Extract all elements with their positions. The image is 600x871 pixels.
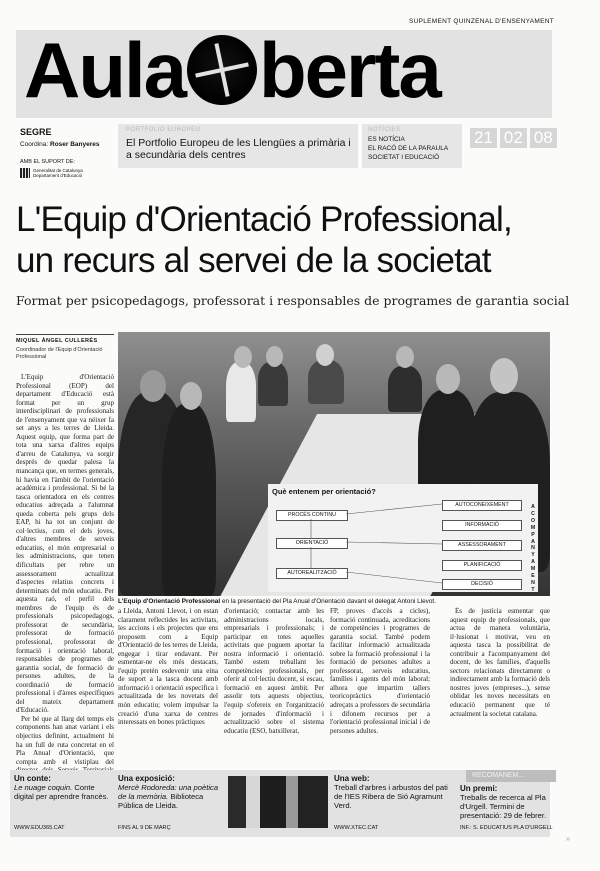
- logo-text-right: berta: [259, 26, 440, 114]
- recommendations-footer: [10, 770, 553, 837]
- recommendation-body: Treballs de recerca al Pla d'Urgell. Termini de presentació: 29 de febrer.: [460, 793, 547, 820]
- caption-text: en la presentació del Pla Anual d'Orientació davant el delegat Antoni Llevot.: [220, 598, 436, 605]
- news-item: ES NOTÍCIA: [368, 136, 405, 143]
- issue-date: [470, 128, 557, 148]
- article-column-1: [16, 373, 114, 773]
- masthead-logo: [24, 28, 440, 112]
- caption-bold: L'Equip d'Orientació Professional: [118, 598, 221, 605]
- support-org-line1: Generalitat de Catalunya: [33, 168, 83, 173]
- supplement-label: SUPLEMENT QUINZENAL D'ENSENYAMENT: [408, 18, 554, 25]
- coordination-label: Coordina:: [20, 141, 49, 148]
- news-box: [362, 124, 462, 168]
- recommendation-source: INF.: S. EDUCATIUS PLA D'URGELL: [460, 825, 553, 831]
- diagram-arrows: [268, 484, 538, 592]
- coordination-line: [20, 141, 100, 148]
- portfolio-box: [118, 124, 358, 168]
- generalitat-logo-icon: [20, 168, 30, 178]
- diagram-box: AUTOREALITZACIÓ: [276, 568, 348, 579]
- recommendation-title: Un conte:: [14, 774, 51, 783]
- page-mark: »: [566, 836, 570, 843]
- coordination-name: Roser Banyeres: [50, 141, 100, 148]
- diagram-box: DECISIÓ: [442, 579, 522, 590]
- diagram-box: INFORMACIÓ: [442, 520, 522, 531]
- recommendation-title: Una exposició:: [118, 774, 175, 783]
- diagram-box: PLANIFICACIÓ: [442, 560, 522, 571]
- article-title: [16, 199, 512, 281]
- recommendation-body: Biblioteca Pública de Lleida.: [118, 792, 204, 810]
- article-column-3: [224, 607, 324, 773]
- date-day: 21: [470, 128, 497, 148]
- recommendation-item: [334, 774, 454, 832]
- title-line-1: L'Equip d'Orientació Professional,: [16, 200, 512, 239]
- diagram-side-word: A C O M P A N Y A M E N T: [530, 504, 536, 593]
- recommendation-item: [118, 774, 224, 832]
- ball-icon: [187, 35, 257, 105]
- recommendation-lead: Mercè Rodoreda: una poètica de la memòria.: [118, 783, 219, 801]
- recommendation-body: Conte digital per aprendre francès.: [14, 783, 109, 801]
- paragraph: d'orientació; contactar amb les administracions locals, empresarials i professionals; i participar en totes aquelles activitats que puguem aportar la nostra informació i orientació. També estem treballant les competències professionals, per oferir al col·lectiu docent, si escau, formació en aquest àmbit. Per assolir tots aquests objectius, l'equip s'ofereix en l'organització de jornades d'informació i actualització sobre el sistema educatiu (ESO, batxillerat,: [224, 607, 324, 735]
- paragraph: És de justícia esmentar que aquest equip de professionals, que actua de manera voluntària, il·lusionat i motivat, veu en aquesta tasca la possibilitat de contribuir a l'acompanyament del docent, de les famílies, d'aquells sectors relacionats directament o indirectament amb la formació dels nostres joves (empreses...), sense oblidar les noves necessitats en educació permanent que té actualment la societat catalana.: [450, 607, 550, 718]
- portfolio-label: PORTFOLIO EUROPEU: [126, 127, 201, 133]
- recommendation-item: [14, 774, 112, 832]
- logo-text-left: Aula: [24, 26, 186, 114]
- diagram-box: PROCÉS CONTINU: [276, 510, 348, 521]
- diagram-box: ORIENTACIÓ: [276, 538, 348, 549]
- news-label: NOTÍCIES: [368, 127, 401, 133]
- brand-name: SEGRE: [20, 127, 52, 137]
- photo-caption: [118, 598, 550, 605]
- article-column-5: [450, 607, 550, 773]
- diagram-box: AUTOCONEIXEMENT: [442, 500, 522, 511]
- support-org: [20, 168, 83, 178]
- recommendation-lead: Le nuage coquin.: [14, 783, 73, 792]
- recommendation-source[interactable]: WWW.EDU365.CAT: [14, 825, 65, 831]
- diagram-box: ASSESSORAMENT: [442, 540, 522, 551]
- date-month: 02: [500, 128, 527, 148]
- article-column-2: [118, 607, 218, 773]
- author-role: Coordinador de l'Equip d'Orientació Professional: [16, 347, 103, 360]
- support-label: AMB EL SUPORT DE:: [20, 159, 75, 165]
- recommendation-source[interactable]: WWW.XTEC.CAT: [334, 825, 379, 831]
- support-org-line2: Departament d'Educació: [33, 173, 83, 178]
- paragraph: Per bé que al llarg del temps els components han anat variant i els objectius definint, actualment hi ha un full de ruta concretat en el Pla Anual d'Orientació, que compta amb el vistiplau del: [16, 714, 114, 766]
- author-name: MIQUEL ÀNGEL CULLERÉS: [16, 338, 98, 344]
- orientation-diagram: [268, 484, 538, 592]
- article-subtitle: Format per psicopedagogs, professorat i responsables de programes de garantia social: [16, 293, 570, 308]
- exhibition-photo: [228, 776, 328, 828]
- news-item: SOCIETAT I EDUCACIÓ: [368, 154, 440, 161]
- recommendation-body: Treball d'arbres i arbustos del pati de l'IES Ribera de Sió Agramunt Verd.: [334, 783, 448, 810]
- date-year: 08: [530, 128, 557, 148]
- author-block: [16, 334, 114, 361]
- recommendation-title: Un premi:: [460, 784, 498, 793]
- diagram-title: Què entenem per orientació?: [272, 487, 376, 496]
- recommendation-item: [460, 784, 553, 832]
- recommendations-band: RECOMANEM...: [466, 770, 556, 782]
- paragraph: FP, proves d'accés a cicles), formació continuada, acreditacions de competències i programes de garantia social. També podem facilitar informació actualitzada sobre la formació professional i la formació de persones adultes a professorat, serveis educatius, famílies i agents del món laboral; alhora que impartim tallers teoricopràctics d'orientació adreçats a professors de secundària i difonem recursos per a l'orientació professional inicial i de persones adultes.: [330, 607, 430, 735]
- title-line-2: un recurs al servei de la societat: [16, 241, 491, 280]
- news-item: EL RACÓ DE LA PARAULA: [368, 145, 449, 152]
- recommendation-source: FINS AL 9 DE MARÇ: [118, 825, 171, 831]
- article-column-4: [330, 607, 430, 773]
- recommendation-title: Una web:: [334, 774, 370, 783]
- paragraph: a Lleida, Antoni Llevot, i on estan clarament reflectides les activitats, les accions i els projectes que ens proposem com a Equip d'Orientació de les terres de Lleida, engegar i tirar endavant. Per esmentar-ne els més destacats, l'equip pretén esdevenir una eina de suport a la tasca docent amb informació i orientació específica i actualitzada de les novetats del món educatiu; volem impulsar la creació d'una xarxa de centres interessats en bones pràctiques: [118, 607, 218, 727]
- article-photo: [118, 332, 550, 596]
- paragraph: L'Equip d'Orientació Professional (EOP) del departament d'Educació està format per un grup interdisciplinari de professionals de l'ensenyament que va néixer fa set anys a les terres de Lleida. Aquest equip, que forma part de tota una xarxa d'altres equips d'arreu de Catalunya, va sorgir després de quedar palesa la mancança que, en termes generals, hi havia en l'àmbit de l'orientació acadèmica i professional. Si bé la tasca orientadora en els centres educatius adreçada a l'alumnat queda coberta pels grups dels EAP, hi ha tot un conjunt de col·lectius, com el dels joves, d'altres membres de serveis educatius, el món empresarial o les administracions, que tenen dificultats per rebre un assessorament actualitzat d'aspectes relatius concrets i determinats del món educatiu. Per aquesta raó, el perfil dels membres de l'equip és de professionals psicopedagogs, professorat de secundària, professorat de formació professional, professorat de formació i orientació laboral, responsables de programes de garantia social, de formació de persones adultes, de la coordinació de formació professional i d'àrees específiques del mateix departament d'Educació.: [16, 373, 114, 715]
- portfolio-text: El Portfolio Europeu de les Llengües a primària i a secundària dels centres: [126, 137, 351, 161]
